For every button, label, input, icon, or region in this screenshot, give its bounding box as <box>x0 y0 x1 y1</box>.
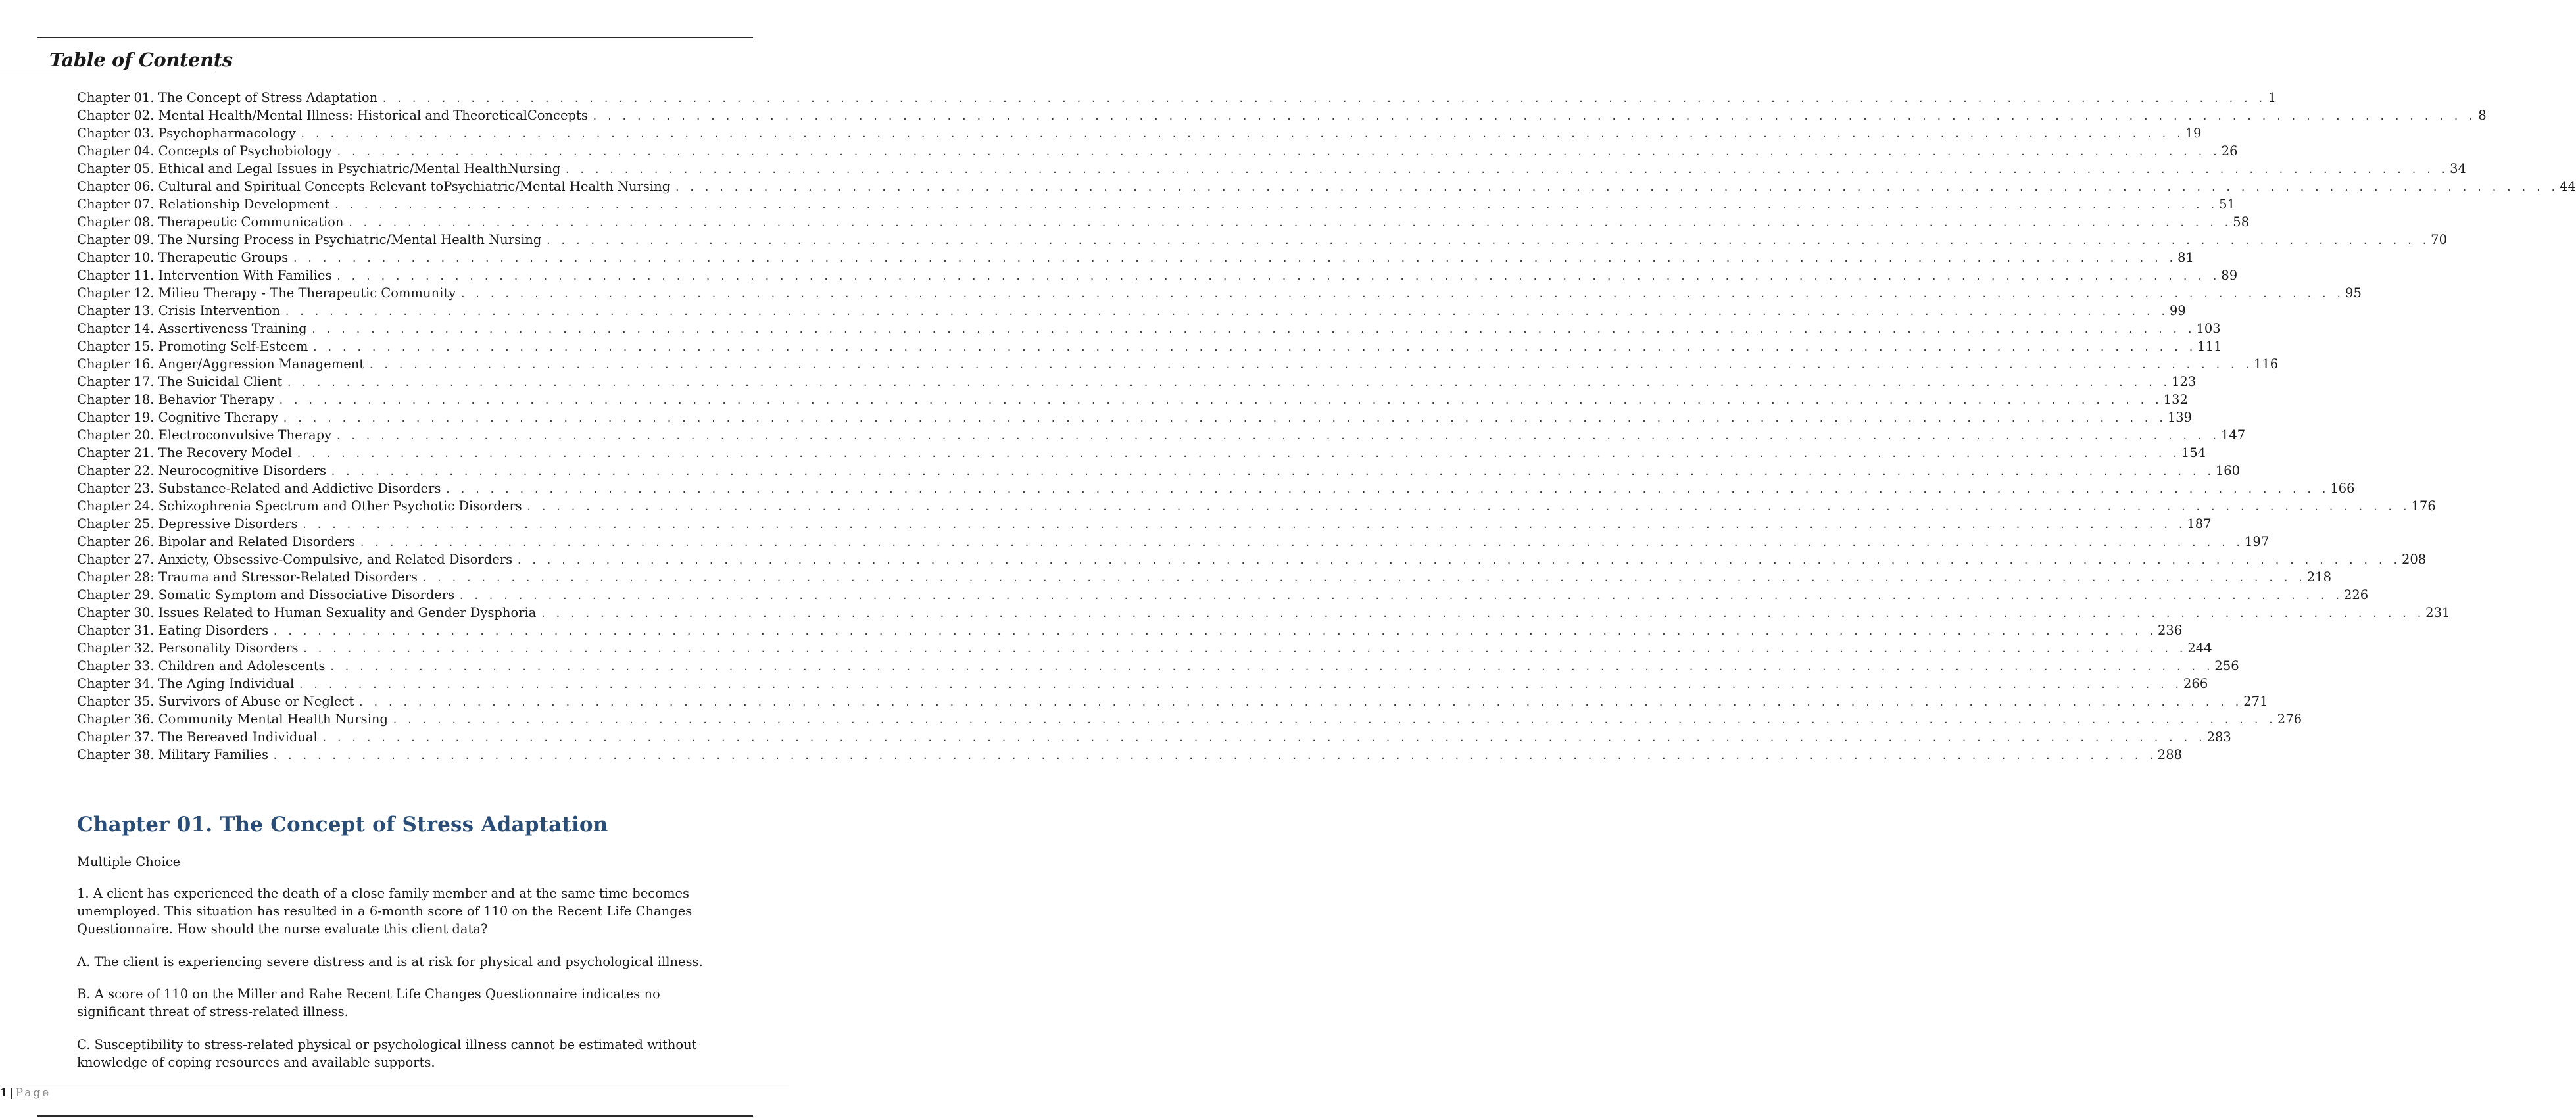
toc-dot-leader <box>336 143 2220 161</box>
toc-entry-page: 103 <box>2196 321 2221 336</box>
toc-dot-leader <box>381 90 2265 108</box>
answer-option-c: C. Susceptibility to stress-related physical or psychological illness cannot be estimated without knowledge of coping resources and available supports. <box>77 1037 697 1070</box>
toc-entry[interactable] <box>77 533 2270 550</box>
toc-dot-leader <box>592 108 2475 126</box>
toc-entry[interactable] <box>77 178 2576 195</box>
toc-entry[interactable] <box>77 479 2355 497</box>
toc-dot-leader <box>458 587 2342 605</box>
toc-dot-leader <box>545 232 2429 250</box>
footer-separator: | <box>9 1086 14 1100</box>
toc-entry[interactable] <box>77 355 2279 373</box>
toc-entry-page: 1 <box>2268 90 2276 105</box>
toc-dot-leader <box>335 427 2219 445</box>
toc-entry-page: 139 <box>2167 410 2193 425</box>
toc-entry[interactable] <box>77 408 2193 426</box>
bottom-rule <box>37 1115 753 1117</box>
toc-entry-page: 19 <box>2185 126 2202 141</box>
toc-entry-title: Chapter 15. Promoting Self-Esteem <box>77 339 308 354</box>
chapter-heading: Chapter 01. The Concept of Stress Adaptation <box>77 813 608 837</box>
toc-entry-title: Chapter 20. Electroconvulsive Therapy <box>77 427 332 443</box>
toc-entry-page: 160 <box>2215 463 2241 478</box>
toc-entry-title: Chapter 09. The Nursing Process in Psychiatric/Mental Health Nursing <box>77 232 542 247</box>
toc-dot-leader <box>311 321 2195 339</box>
toc-entry-page: 99 <box>2169 303 2186 318</box>
toc-entry-title: Chapter 19. Cognitive Therapy <box>77 410 279 425</box>
toc-dot-leader <box>359 534 2243 552</box>
toc-entry-page: 231 <box>2425 605 2450 620</box>
toc-entry-page: 266 <box>2183 676 2208 691</box>
toc-entry-page: 276 <box>2277 712 2302 727</box>
section-label: Multiple Choice <box>77 854 181 869</box>
toc-entry-title: Chapter 11. Intervention With Families <box>77 268 332 283</box>
toc-entry[interactable] <box>77 550 2427 568</box>
toc-entry[interactable] <box>77 124 2202 142</box>
toc-entry-page: 8 <box>2478 108 2487 123</box>
toc-dot-leader <box>292 250 2175 268</box>
toc-entry[interactable] <box>77 728 2231 746</box>
toc-dot-leader <box>296 445 2179 463</box>
toc-entry-page: 187 <box>2187 516 2212 531</box>
toc-entry-title: Chapter 37. The Bereaved Individual <box>77 729 318 744</box>
toc-dot-leader <box>278 392 2162 410</box>
toc-entry-title: Chapter 24. Schizophrenia Spectrum and Other Psychotic Disorders <box>77 498 522 514</box>
toc-entry-page: 226 <box>2343 587 2369 602</box>
toc-entry-page: 89 <box>2221 268 2238 283</box>
toc-dot-leader <box>282 410 2166 427</box>
toc-entry[interactable] <box>77 444 2206 462</box>
toc-entry[interactable] <box>77 142 2238 160</box>
toc-entry-title: Chapter 27. Anxiety, Obsessive-Compulsive, and Related Disorders <box>77 552 513 567</box>
toc-entry-title: Chapter 25. Depressive Disorders <box>77 516 298 531</box>
toc-entry-page: 288 <box>2157 747 2183 762</box>
toc-entry[interactable] <box>77 586 2369 604</box>
toc-entry-title: Chapter 07. Relationship Development <box>77 197 330 212</box>
toc-entry-page: 58 <box>2233 214 2250 230</box>
toc-entry[interactable] <box>77 426 2246 444</box>
toc-entry-page: 81 <box>2177 250 2194 265</box>
toc-entry-title: Chapter 14. Assertiveness Training <box>77 321 307 336</box>
toc-dot-leader <box>516 552 2400 570</box>
toc-entry-page: 218 <box>2306 570 2331 585</box>
toc-dot-leader <box>330 463 2214 481</box>
toc-entry-title: Chapter 34. The Aging Individual <box>77 676 295 691</box>
toc-entry-title: Chapter 38. Military Families <box>77 747 268 762</box>
toc-entry-title: Chapter 29. Somatic Symptom and Dissociative Disorders <box>77 587 455 602</box>
toc-entry-title: Chapter 03. Psychopharmacology <box>77 126 296 141</box>
toc-entry-title: Chapter 10. Therapeutic Groups <box>77 250 289 265</box>
toc-entry-title: Chapter 28: Trauma and Stressor-Related Disorders <box>77 570 418 585</box>
toc-dot-leader <box>445 481 2329 498</box>
toc-list <box>77 89 2576 764</box>
toc-entry-title: Chapter 30. Issues Related to Human Sexuality and Gender Dysphoria <box>77 605 537 620</box>
toc-entry-page: 123 <box>2172 374 2197 389</box>
toc-dot-leader <box>460 285 2343 303</box>
toc-dot-leader <box>358 694 2241 712</box>
toc-entry-title: Chapter 36. Community Mental Health Nursing <box>77 712 388 727</box>
toc-entry[interactable] <box>77 391 2188 408</box>
toc-entry-title: Chapter 21. The Recovery Model <box>77 445 292 460</box>
page-footer <box>0 1086 51 1100</box>
answer-option-a: A. The client is experiencing severe distress and is at risk for physical and psychological illness. <box>77 954 703 969</box>
toc-entry-title: Chapter 17. The Suicidal Client <box>77 374 283 389</box>
toc-dot-leader <box>564 161 2448 179</box>
toc-entry-page: 95 <box>2345 285 2362 301</box>
toc-entry[interactable] <box>77 337 2222 355</box>
toc-entry-page: 197 <box>2245 534 2270 549</box>
toc-entry[interactable] <box>77 320 2221 337</box>
answer-option-b: B. A score of 110 on the Miller and Rahe Recent Life Changes Questionnaire indicates no significant threat of stress-related illness. <box>77 986 660 1019</box>
toc-entry-title: Chapter 04. Concepts of Psychobiology <box>77 143 332 158</box>
toc-entry-page: 51 <box>2219 197 2235 212</box>
toc-dot-leader <box>333 197 2217 214</box>
toc-entry[interactable] <box>77 231 2447 249</box>
toc-entry[interactable] <box>77 497 2436 515</box>
toc-entry[interactable] <box>77 160 2466 178</box>
toc-dot-leader <box>674 179 2558 197</box>
toc-dot-leader <box>526 498 2410 516</box>
toc-entry-page: 116 <box>2253 356 2279 372</box>
toc-entry-page: 44 <box>2560 179 2576 194</box>
toc-dot-leader <box>284 303 2168 321</box>
toc-dot-leader <box>368 356 2252 374</box>
toc-dot-leader <box>302 516 2185 534</box>
toc-entry[interactable] <box>77 284 2362 302</box>
footer-page-label: Page <box>15 1086 51 1100</box>
toc-entry[interactable] <box>77 89 2276 107</box>
toc-entry-title: Chapter 33. Children and Adolescents <box>77 658 326 673</box>
toc-entry-title: Chapter 35. Survivors of Abuse or Neglect <box>77 694 354 709</box>
toc-entry-page: 271 <box>2243 694 2268 709</box>
toc-entry-page: 70 <box>2431 232 2447 247</box>
toc-entry[interactable] <box>77 657 2239 675</box>
toc-entry-title: Chapter 22. Neurocognitive Disorders <box>77 463 326 478</box>
toc-entry[interactable] <box>77 213 2250 231</box>
toc-dot-leader <box>335 268 2219 285</box>
toc-entry-page: 154 <box>2181 445 2206 460</box>
toc-dot-leader <box>392 712 2275 729</box>
toc-entry[interactable] <box>77 266 2238 284</box>
toc-dot-leader <box>300 126 2183 143</box>
toc-entry-page: 256 <box>2214 658 2239 673</box>
toc-entry[interactable] <box>77 604 2450 621</box>
toc-dot-leader <box>540 605 2423 623</box>
toc-entry-title: Chapter 18. Behavior Therapy <box>77 392 274 407</box>
toc-entry-title: Chapter 13. Crisis Intervention <box>77 303 281 318</box>
toc-entry[interactable] <box>77 515 2212 533</box>
toc-entry-page: 208 <box>2401 552 2427 567</box>
toc-entry-title: Chapter 01. The Concept of Stress Adaptation <box>77 90 378 105</box>
toc-entry-page: 236 <box>2158 623 2183 638</box>
toc-entry[interactable] <box>77 710 2302 728</box>
toc-dot-leader <box>286 374 2170 392</box>
toc-entry-title: Chapter 32. Personality Disorders <box>77 641 299 656</box>
toc-entry[interactable] <box>77 675 2208 693</box>
toc-entry[interactable] <box>77 568 2331 586</box>
toc-dot-leader <box>347 214 2231 232</box>
toc-entry-title: Chapter 23. Substance-Related and Addictive Disorders <box>77 481 441 496</box>
toc-entry-title: Chapter 05. Ethical and Legal Issues in Psychiatric/Mental HealthNursing <box>77 161 561 176</box>
toc-entry[interactable] <box>77 693 2268 710</box>
toc-entry[interactable] <box>77 621 2183 639</box>
toc-entry-page: 244 <box>2187 641 2212 656</box>
toc-entry-page: 283 <box>2206 729 2231 744</box>
toc-entry[interactable] <box>77 195 2235 213</box>
toc-dot-leader <box>272 623 2156 641</box>
toc-title: Table of Contents <box>49 49 233 71</box>
toc-dot-leader <box>312 339 2195 356</box>
header-rule <box>37 37 753 38</box>
toc-entry-page: 132 <box>2163 392 2188 407</box>
toc-entry-title: Chapter 16. Anger/Aggression Management <box>77 356 365 372</box>
toc-entry[interactable] <box>77 746 2183 764</box>
question-text: 1. A client has experienced the death of a close family member and at the same time becomes unemployed. This situation has resulted in a 6-month score of 110 on the Recent Life Changes Questionnaire. How should the nurse evaluate this client data? <box>77 886 693 936</box>
toc-entry-page: 166 <box>2330 481 2355 496</box>
toc-dot-leader <box>422 570 2305 587</box>
toc-entry[interactable] <box>77 373 2197 391</box>
toc-dot-leader <box>272 747 2156 765</box>
toc-entry-title: Chapter 02. Mental Health/Mental Illness: Historical and TheoreticalConcepts <box>77 108 588 123</box>
toc-dot-leader <box>329 658 2213 676</box>
toc-entry-title: Chapter 12. Milieu Therapy - The Therapeutic Community <box>77 285 456 301</box>
toc-entry-page: 111 <box>2197 339 2222 354</box>
toc-entry-title: Chapter 08. Therapeutic Communication <box>77 214 344 230</box>
toc-entry-title: Chapter 31. Eating Disorders <box>77 623 269 638</box>
toc-entry-page: 176 <box>2411 498 2436 514</box>
toc-dot-leader <box>298 676 2181 694</box>
toc-entry[interactable] <box>77 249 2194 266</box>
toc-dot-leader <box>322 729 2205 747</box>
footer-page-number: 1 <box>0 1086 8 1100</box>
toc-entry-title: Chapter 06. Cultural and Spiritual Concepts Relevant toPsychiatric/Mental Health Nursing <box>77 179 671 194</box>
toc-entry[interactable] <box>77 639 2212 657</box>
toc-entry-page: 34 <box>2450 161 2466 176</box>
toc-entry-title: Chapter 26. Bipolar and Related Disorders <box>77 534 356 549</box>
toc-entry[interactable] <box>77 107 2487 124</box>
toc-entry[interactable] <box>77 462 2241 479</box>
toc-entry[interactable] <box>77 302 2186 320</box>
toc-entry-page: 26 <box>2221 143 2238 158</box>
toc-dot-leader <box>303 641 2186 658</box>
toc-entry-page: 147 <box>2220 427 2246 443</box>
